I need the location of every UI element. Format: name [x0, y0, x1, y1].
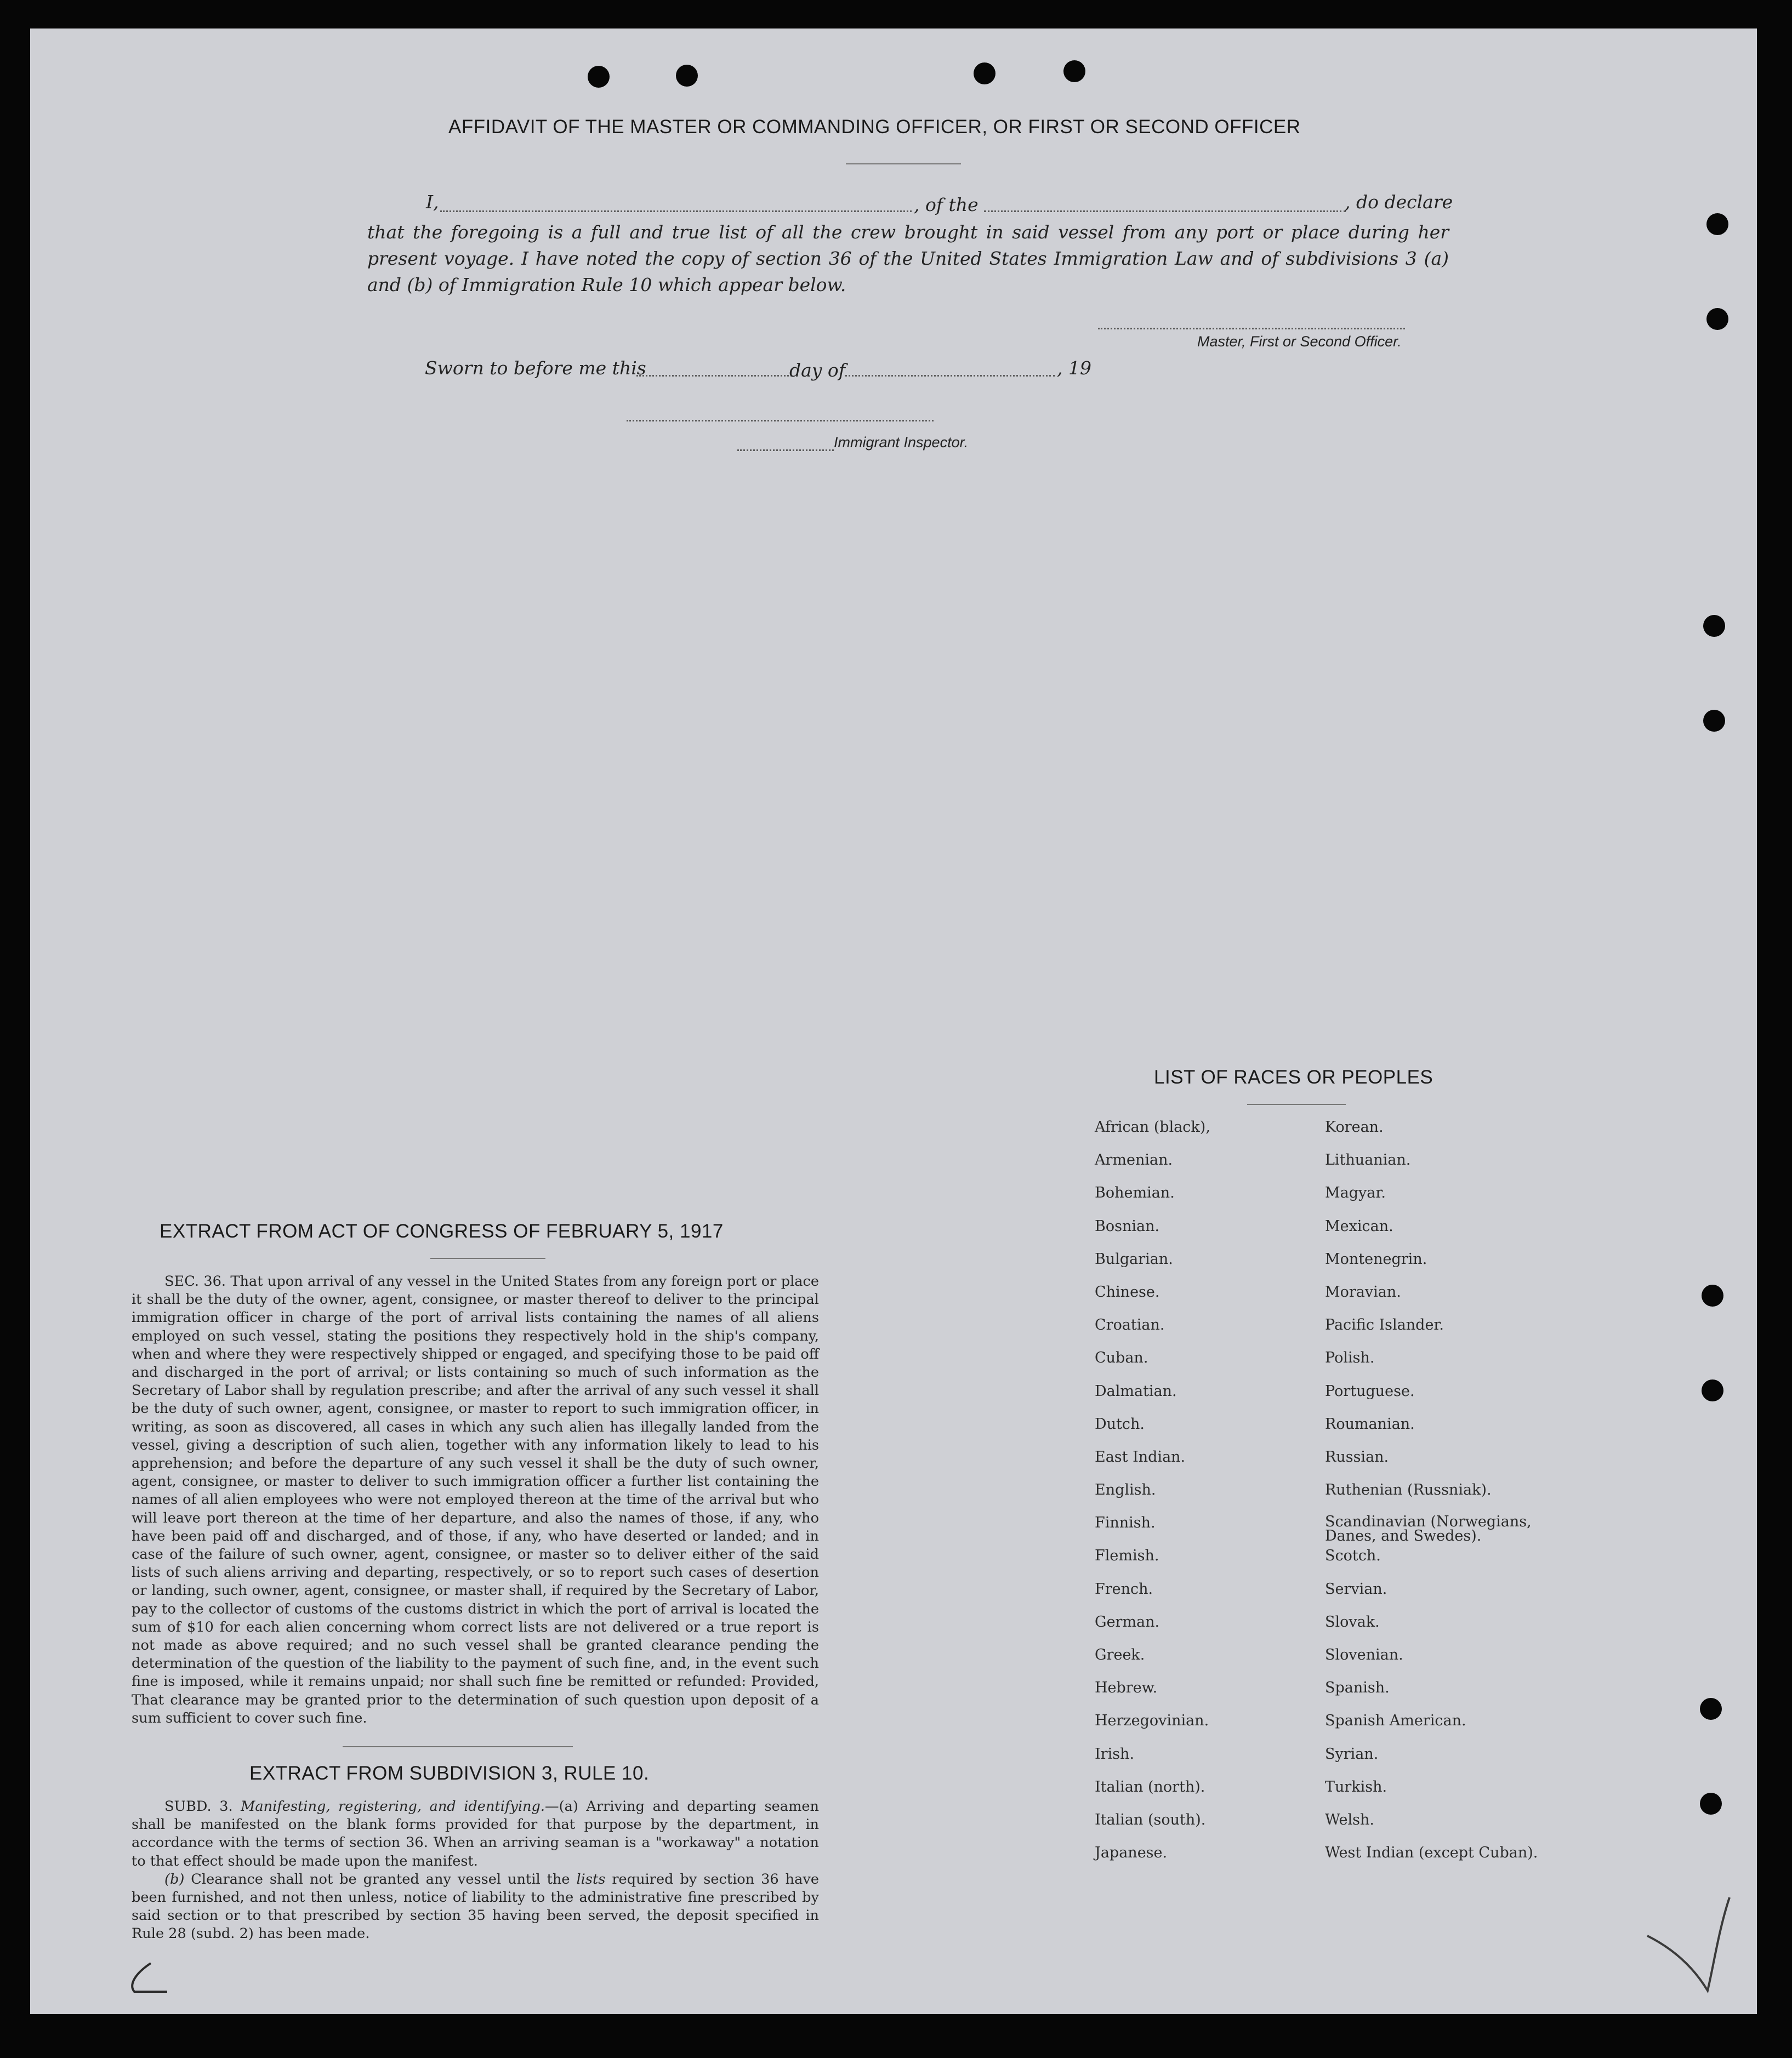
race-item: Japanese. — [1095, 1844, 1168, 1862]
race-item: Italian (north). — [1095, 1778, 1205, 1795]
para-b-lists: lists — [576, 1871, 606, 1888]
race-item: Bohemian. — [1095, 1184, 1175, 1202]
race-item: Scandinavian (Norwegians, Danes, and Swedes). — [1325, 1513, 1532, 1545]
inspector-short-line — [737, 449, 834, 451]
subd-label: SUBD. 3. — [164, 1798, 233, 1815]
race-item: Moravian. — [1325, 1283, 1401, 1301]
race-item: Cuban. — [1095, 1349, 1148, 1367]
handwritten-mark — [112, 1958, 178, 2002]
punch-hole — [1703, 710, 1725, 732]
punch-hole — [1700, 1698, 1722, 1720]
subdivision-3a-paragraph — [132, 1798, 819, 1871]
race-item: Scotch. — [1325, 1547, 1381, 1565]
para-a-label: —(a) — [545, 1798, 578, 1815]
affidavit-statement: that the foregoing is a full and true list of all the crew brought in said vessel from any port or place during her present voyage. I have noted the copy of section 36 of the United States Immigration Law and of subdivisions 3 (a) and (b) of Immigration Rule 10 which appear below. — [367, 221, 1449, 295]
race-item: English. — [1095, 1481, 1156, 1499]
race-item: Portuguese. — [1325, 1382, 1415, 1400]
races-heading: LIST OF RACES OR PEOPLES — [1154, 1067, 1433, 1088]
officer-caption: Master, First or Second Officer. — [1197, 333, 1402, 350]
race-item: Syrian. — [1325, 1745, 1379, 1763]
punch-hole — [1706, 308, 1728, 330]
do-declare-label: , do declare — [1345, 191, 1453, 213]
subdivision-3b-paragraph — [132, 1871, 819, 1943]
race-item: Slovak. — [1325, 1613, 1380, 1631]
sworn-month-blank — [845, 375, 1055, 377]
race-item: Welsh. — [1325, 1811, 1374, 1828]
race-item: Irish. — [1095, 1745, 1135, 1763]
section-36-text — [132, 1273, 819, 1728]
race-item: Roumanian. — [1325, 1415, 1415, 1433]
race-item: Magyar. — [1325, 1184, 1386, 1202]
race-item: Armenian. — [1095, 1151, 1173, 1169]
race-item: Bulgarian. — [1095, 1250, 1173, 1268]
document-page — [30, 28, 1757, 2014]
race-item: Flemish. — [1095, 1547, 1159, 1565]
race-item: Chinese. — [1095, 1283, 1160, 1301]
race-item: Korean. — [1325, 1119, 1384, 1136]
race-item: West Indian (except Cuban). — [1325, 1844, 1538, 1862]
race-item: Croatian. — [1095, 1316, 1165, 1334]
race-item: Finnish. — [1095, 1514, 1156, 1532]
subd-title: Manifesting, registering, and identifying. — [241, 1798, 545, 1815]
race-item: German. — [1095, 1613, 1160, 1631]
race-item: Ruthenian (Russniak). — [1325, 1481, 1492, 1499]
rule-heading: EXTRACT FROM SUBDIVISION 3, RULE 10. — [249, 1763, 650, 1784]
races-column-left — [1095, 1119, 1210, 1878]
of-the-label: , of the — [914, 194, 979, 215]
para-b-text-2: required by section 36 have been furnished, and not then unless, notice of liability to the administrative fine prescribed by said section or to that prescribed by section 35 having been served, the deposit specified in Rule 28 (subd. 2) has been made. — [132, 1871, 819, 1942]
race-item: East Indian. — [1095, 1448, 1186, 1466]
race-item: French. — [1095, 1580, 1153, 1598]
declarant-i: I, — [426, 191, 439, 213]
race-item: Mexican. — [1325, 1217, 1393, 1235]
act-heading: EXTRACT FROM ACT OF CONGRESS OF FEBRUARY 5, 1917 — [160, 1221, 724, 1242]
subdivision-3-text — [132, 1798, 819, 1943]
race-item: Greek. — [1095, 1646, 1145, 1663]
act-divider — [430, 1258, 545, 1259]
vessel-name-blank — [984, 210, 1346, 212]
declarant-name-blank — [440, 210, 912, 212]
officer-signature-line — [1098, 328, 1405, 329]
sworn-day-blank — [636, 375, 792, 377]
punch-hole — [588, 66, 610, 88]
race-item: Russian. — [1325, 1448, 1389, 1466]
punch-hole — [1700, 1793, 1722, 1815]
race-item: Spanish. — [1325, 1679, 1390, 1697]
race-item: African (black), — [1095, 1119, 1210, 1136]
punch-hole — [676, 65, 698, 87]
handwritten-check-mark — [1642, 1886, 1740, 2007]
races-divider — [1247, 1104, 1346, 1105]
inspector-signature-line — [627, 420, 934, 421]
race-item: Polish. — [1325, 1349, 1375, 1367]
race-item: Italian (south). — [1095, 1811, 1206, 1828]
race-item: Herzegovinian. — [1095, 1712, 1209, 1730]
punch-hole — [1063, 60, 1085, 82]
race-item: Servian. — [1325, 1580, 1387, 1598]
para-b-label: (b) — [164, 1871, 185, 1888]
heading-divider — [846, 163, 961, 164]
para-a-text: Arriving and departing seamen shall be manifested on the blank forms provided for that purpose by the department, in accordance with the terms of section 36. When an arriving seaman is a "workaway" a notation to that effect should be made upon the manifest. — [132, 1798, 819, 1869]
race-item: Lithuanian. — [1325, 1151, 1411, 1169]
punch-hole — [1702, 1285, 1723, 1307]
races-column-right — [1325, 1119, 1538, 1878]
race-item: Spanish American. — [1325, 1712, 1466, 1730]
race-item: Dutch. — [1095, 1415, 1145, 1433]
race-item: Montenegrin. — [1325, 1250, 1427, 1268]
race-item: Dalmatian. — [1095, 1382, 1177, 1400]
race-item: Pacific Islander. — [1325, 1316, 1444, 1334]
punch-hole — [974, 62, 995, 84]
day-of-label: day of — [789, 360, 846, 381]
race-item: Bosnian. — [1095, 1217, 1160, 1235]
year-label: , 19 — [1057, 357, 1091, 379]
race-item: Turkish. — [1325, 1778, 1387, 1795]
para-b-text-1: Clearance shall not be granted any vessel until the — [191, 1871, 570, 1888]
inspector-caption: Immigrant Inspector. — [834, 434, 969, 451]
sworn-label: Sworn to before me this — [425, 357, 646, 379]
punch-hole — [1703, 615, 1725, 637]
section-36-paragraph: SEC. 36. That upon arrival of any vessel in the United States from any foreign port or place it shall be the duty of the owner, agent, consignee, or master thereof to deliver to the principal immigration officer in charge of the port of arrival lists containing the names of all aliens employed on such vessel, stating the positions they respectively hold in the ship's company, when and where they were respectively shipped or engaged, and specifying those to be paid off and discharged in the port of arrival; or lists containing so much of such information as the Secretary of Labor shall by regulation prescribe; and after the arrival of any such vessel it shall be the duty of such owner, agent, consignee, or master to report to such immigration officer, in writing, as soon as discovered, all cases in which any such alien has illegally landed from the vessel, giving a description of such alien, together with any information likely to lead to his apprehension; and before the departure of any such vessel it shall be the duty of such owner, agent, consignee, or master to deliver to such immigration officer a further list containing the names of all alien employees who were not employed thereon at the time of the arrival but who will leave port thereon at the time of her departure, and also the names of those, if any, who have been paid off and discharged, and of those, if any, who have deserted or landed; and in case of the failure of such owner, agent, consignee, or master so to deliver either of the said lists of such aliens arriving and departing, respectively, or so to report such cases of desertion or landing, such owner, agent, consignee, or master shall, if required by the Secretary of Labor, pay to the collector of customs of the customs district in which the port of arrival is located the sum of $10 for each alien concerning whom correct lists are not delivered or a true report is not made as above required; and no such vessel shall be granted clearance pending the determination of the question of the liability to the payment of such fine, and, in the event such fine is imposed, while it remains unpaid; nor shall such fine be remitted or refunded: Provided, That clearance may be granted prior to the determination of such question upon deposit of a sum sufficient to cover such fine. — [132, 1273, 819, 1726]
affidavit-heading: AFFIDAVIT OF THE MASTER OR COMMANDING OFFICER, OR FIRST OR SECOND OFFICER — [448, 116, 1301, 138]
race-item: Hebrew. — [1095, 1679, 1158, 1697]
punch-hole — [1702, 1379, 1723, 1401]
punch-hole — [1706, 213, 1728, 235]
extract-divider — [343, 1746, 573, 1747]
race-item: Slovenian. — [1325, 1646, 1403, 1663]
